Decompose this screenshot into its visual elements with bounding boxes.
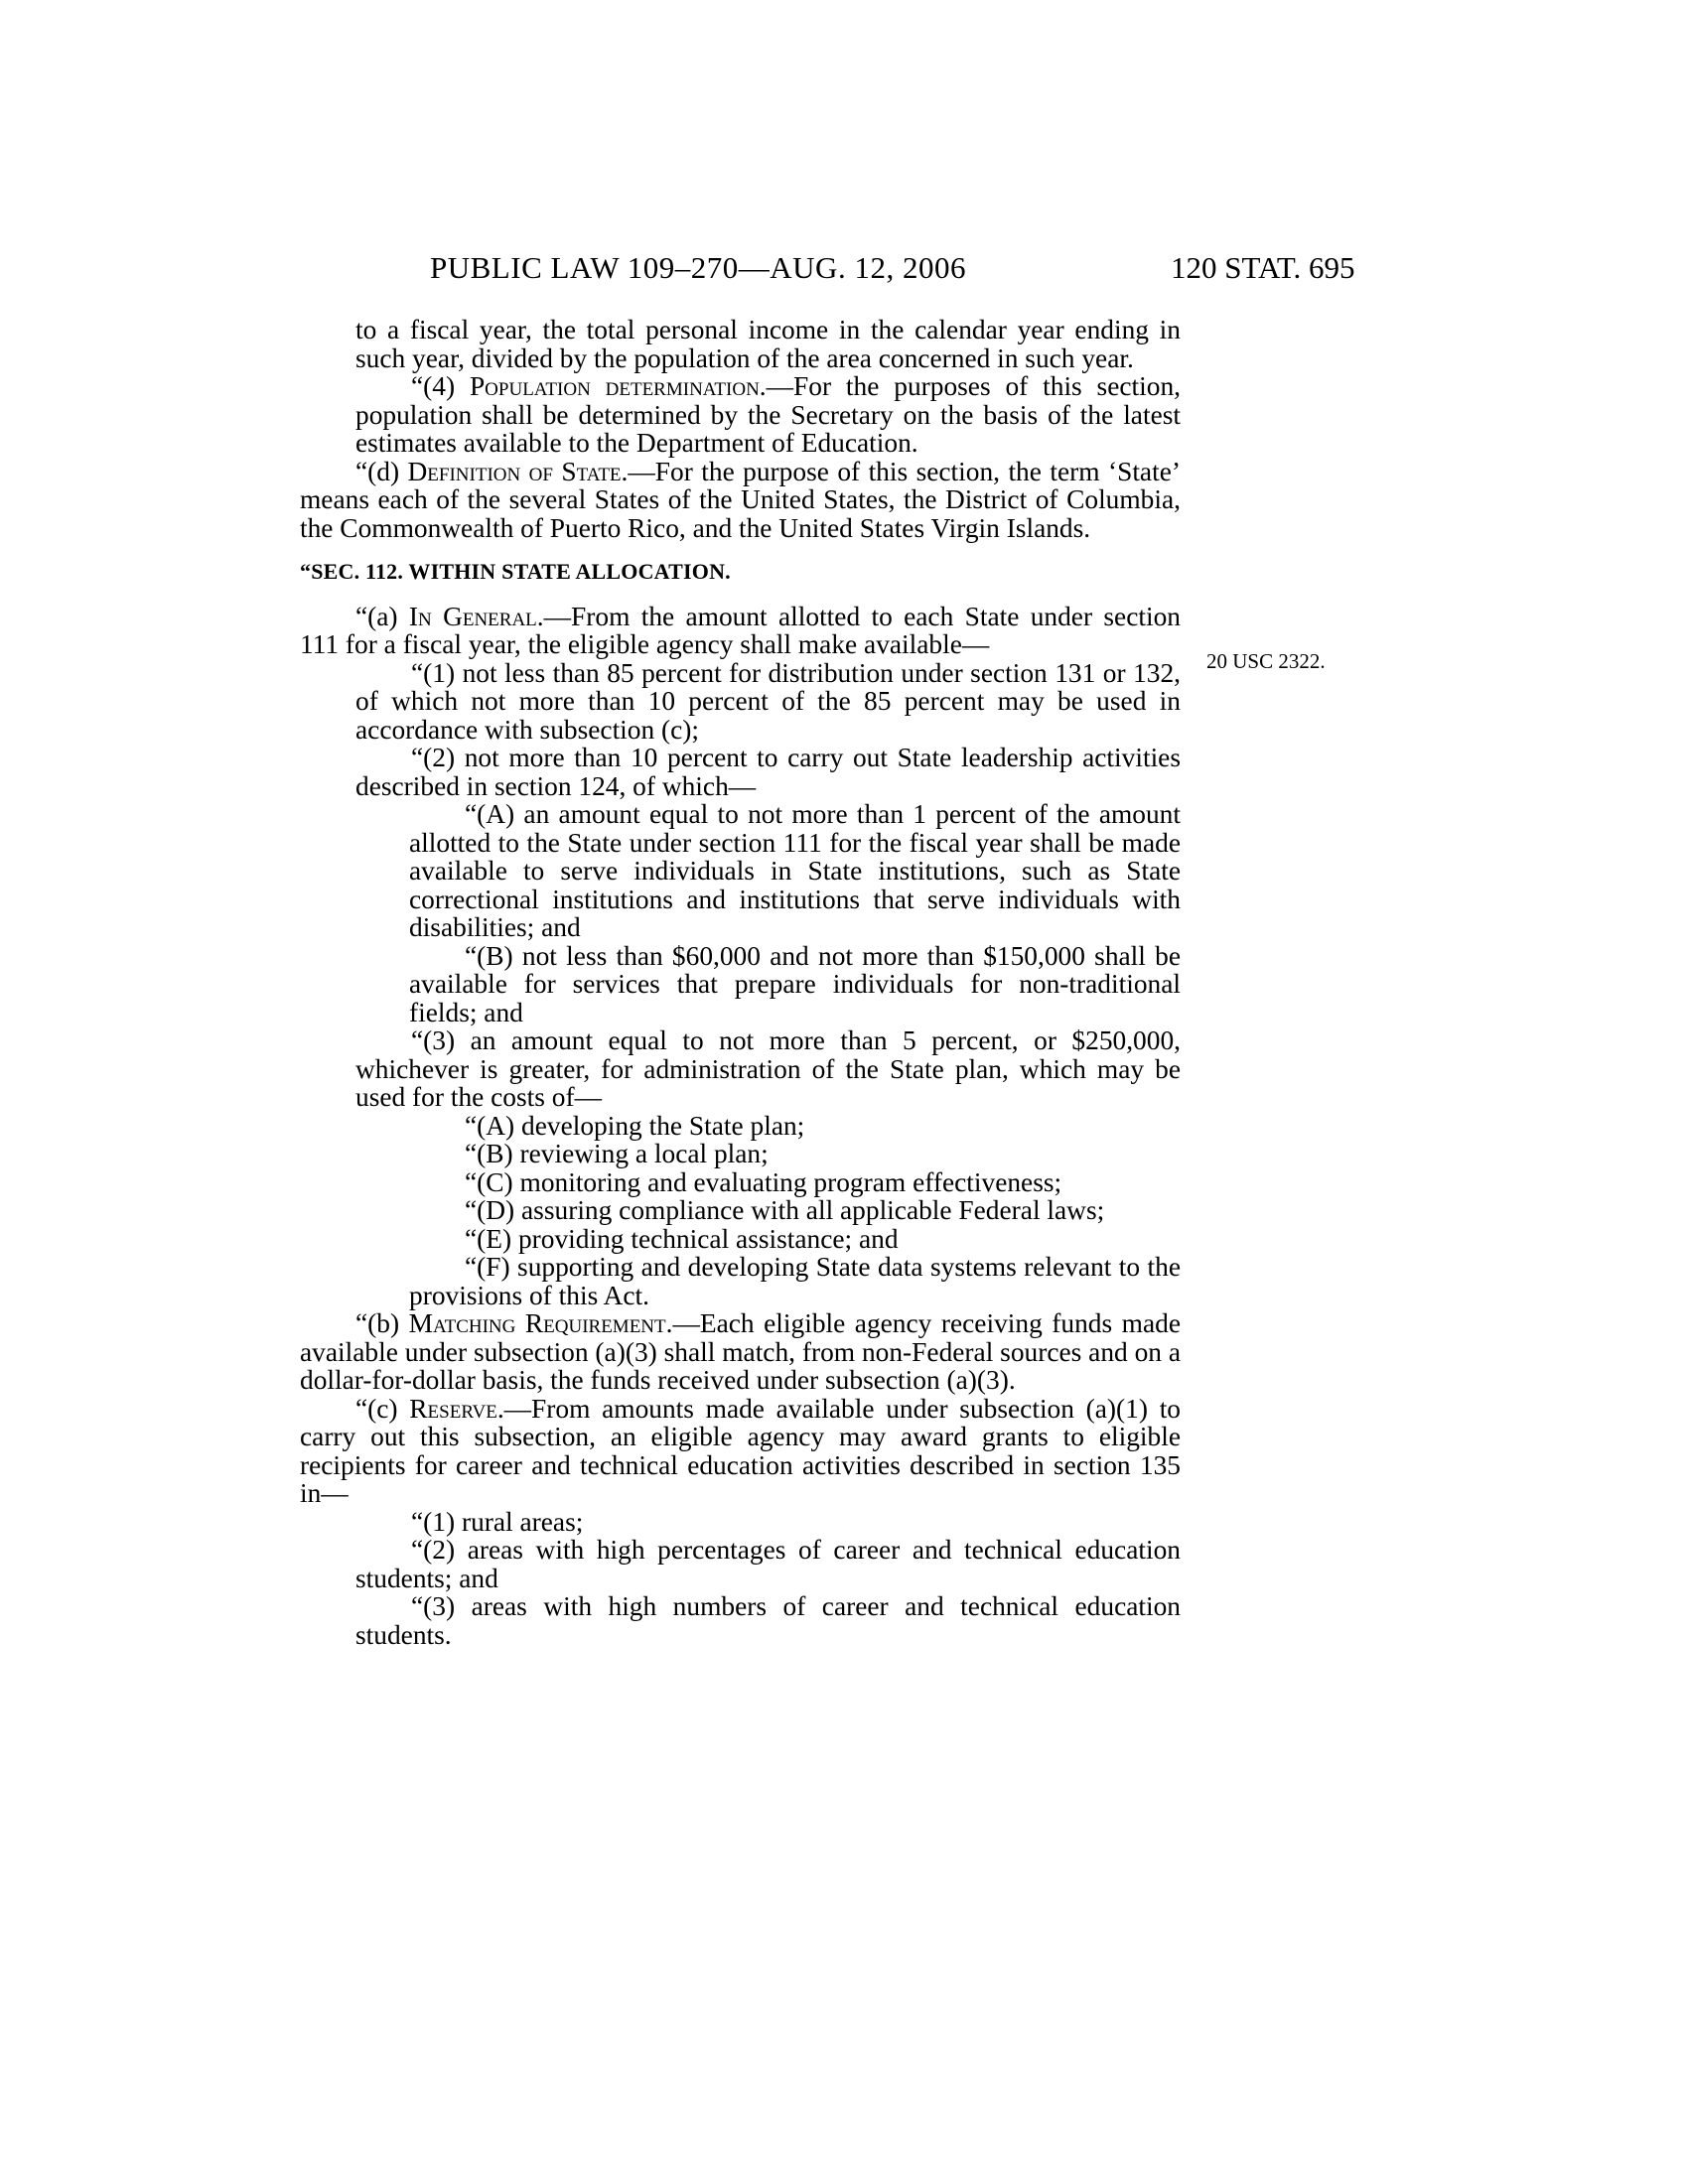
paragraph-reserve	[300, 1395, 1181, 1508]
clause-lead: “(d)	[355, 456, 408, 486]
section-heading: “SEC. 112. WITHIN STATE ALLOCATION.	[300, 559, 731, 584]
clause-heading: Reserve	[409, 1393, 497, 1424]
paragraph-a2A: “(A) an amount equal to not more than 1 percent of the amount allotted to the State under section 111 for the fiscal year shall be made available to serve individuals in State institutions, such as State correctional institutions and institutions that serve individuals with disabilities; and	[409, 799, 1181, 942]
paragraph-a3A: “(A) developing the State plan;	[465, 1110, 805, 1141]
paragraph-a2: “(2) not more than 10 percent to carry out State leadership activities described in section 124, of which—	[355, 743, 1181, 801]
paragraph-a3B: “(B) reviewing a local plan;	[465, 1139, 769, 1168]
margin-note: 20 USC 2322.	[1206, 649, 1326, 673]
paragraph-c2: “(2) areas with high percentages of career and technical education students; and	[355, 1535, 1181, 1593]
paragraph-definition-of-state	[300, 458, 1181, 543]
clause-lead: “(4)	[411, 371, 470, 401]
paragraph-a1: “(1) not less than 85 percent for distribution under section 131 or 132, of which not more than 10 percent of the 85 percent may be used in accordance with subsection (c);	[355, 657, 1181, 745]
paragraph-population-determination	[300, 372, 1181, 458]
paragraph-a3C: “(C) monitoring and evaluating program effectiveness;	[465, 1166, 1062, 1197]
page-header-right: 120 STAT. 695	[1171, 250, 1355, 285]
clause-heading: Population determination	[469, 371, 760, 401]
paragraph-matching-requirement	[300, 1309, 1181, 1395]
clause-text: .—Each eligible agency receiving funds made available under subsection (a)(3) shall match, from non-Federal sources and on a dollar-for-dollar basis, the funds received under subsection (a)(3).	[300, 1308, 1181, 1395]
paragraph-a3E: “(E) providing technical assistance; and	[465, 1223, 899, 1254]
paragraph-continuation: to a fiscal year, the total personal income in the calendar year ending in such year, divided by the population of the area concerned in such year.	[355, 315, 1181, 373]
clause-heading: In General	[408, 601, 537, 631]
paragraph-a3: “(3) an amount equal to not more than 5 percent, or $250,000, whichever is greater, for administration of the State plan, which may be used for the costs of—	[355, 1025, 1181, 1112]
clause-heading: Definition of State	[407, 456, 622, 486]
paragraph-c1: “(1) rural areas;	[411, 1506, 584, 1537]
clause-heading: Matching Requirement	[408, 1308, 666, 1338]
clause-text: .—From the amount allotted to each State under section 111 for a fiscal year, the eligible agency shall make available—	[300, 601, 1181, 659]
clause-lead: “(a)	[355, 601, 409, 631]
clause-text: .—For the purpose of this section, the term ‘State’ means each of the several States of the United States, the District of Columbia, the Commonwealth of Puerto Rico, and the United States Virgin Islands.	[300, 456, 1181, 543]
clause-text: .—From amounts made available under subsection (a)(1) to carry out this subsection, an eligible agency may award grants to eligible recipients for career and technical education activities described in section 135 in—	[300, 1393, 1182, 1508]
paragraph-c3: “(3) areas with high numbers of career and technical education students.	[355, 1591, 1181, 1650]
document-body	[300, 316, 1181, 1649]
clause-text: .—For the purposes of this section, population shall be determined by the Secretary on the basis of the latest estimates available to the Department of Education.	[355, 371, 1181, 458]
paragraph-a2B: “(B) not less than $60,000 and not more than $150,000 shall be available for services that prepare individuals for non-traditional fields; and	[409, 940, 1181, 1027]
page-header-left: PUBLIC LAW 109–270—AUG. 12, 2006	[430, 250, 966, 285]
paragraph-in-general	[300, 603, 1181, 659]
paragraph-a3D: “(D) assuring compliance with all applicable Federal laws;	[465, 1195, 1105, 1225]
paragraph-a3F: “(F) supporting and developing State data systems relevant to the provisions of this Act.	[409, 1252, 1181, 1310]
clause-lead: “(c)	[355, 1393, 410, 1424]
clause-lead: “(b)	[355, 1308, 409, 1338]
